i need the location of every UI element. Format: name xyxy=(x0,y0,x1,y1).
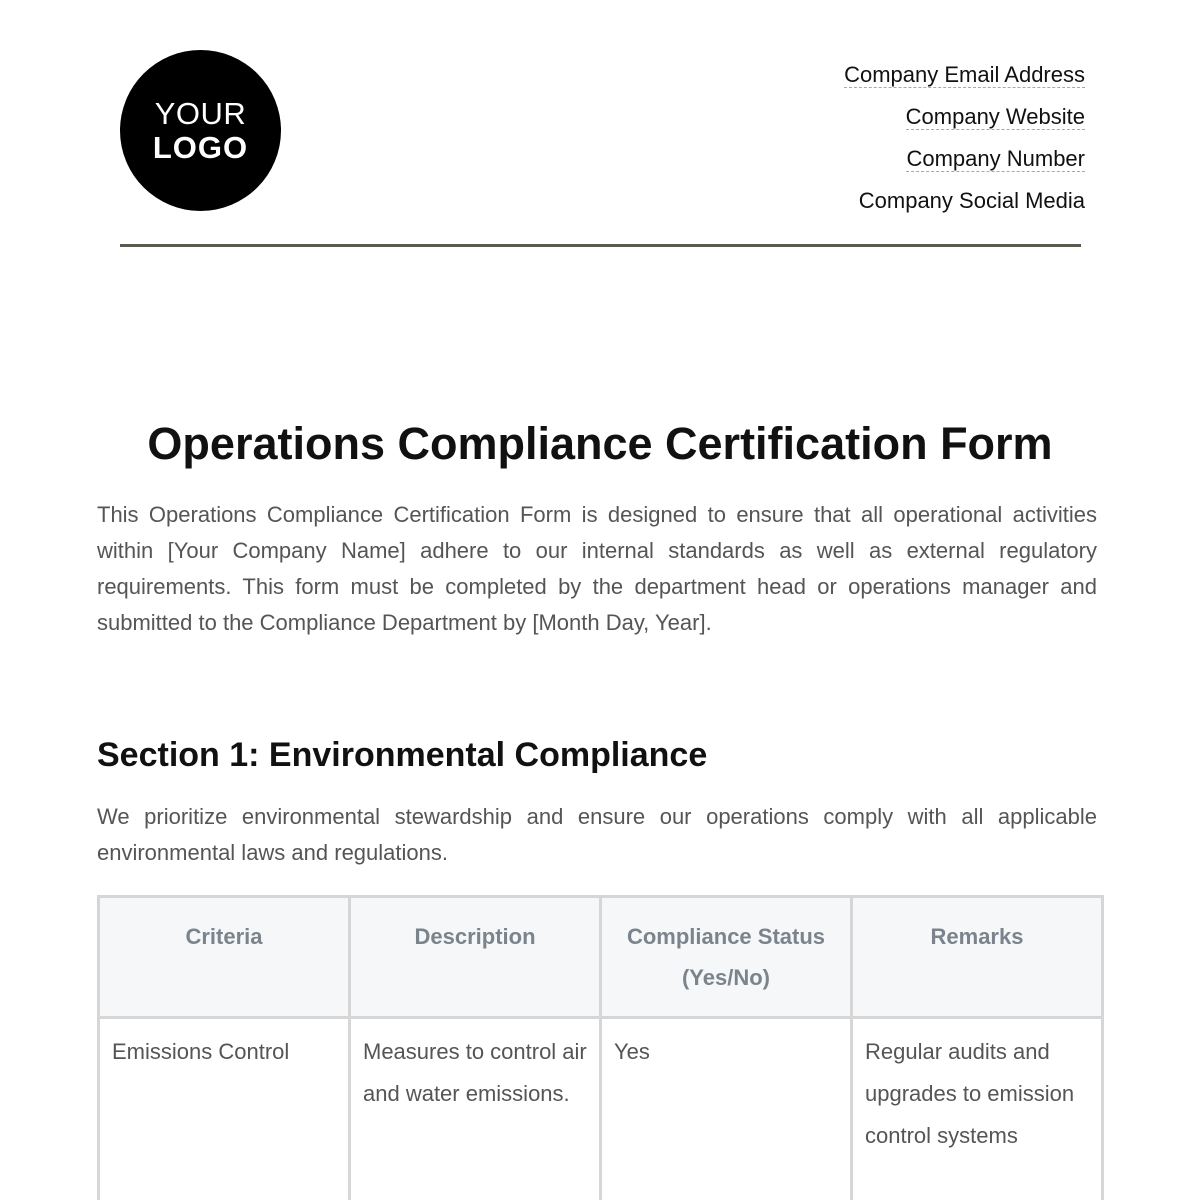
compliance-table xyxy=(97,895,1104,1200)
compliance-table-wrapper xyxy=(97,895,1104,1200)
contact-website-text: Company Website xyxy=(905,104,1085,129)
header-description: Description xyxy=(350,897,601,1018)
table-row xyxy=(99,1018,1103,1200)
header-remarks: Remarks xyxy=(852,897,1103,1018)
contact-social-text: Company Social Media xyxy=(858,188,1085,213)
logo-text-line2: LOGO xyxy=(152,129,249,165)
header-criteria: Criteria xyxy=(99,897,350,1018)
cell-compliance-status: Yes xyxy=(601,1018,852,1200)
logo-text-line1: YOUR xyxy=(154,95,247,131)
company-logo xyxy=(120,50,281,211)
cell-description: Measures to control air and water emissions. xyxy=(350,1018,601,1200)
contact-email-text: Company Email Address xyxy=(844,62,1085,87)
header-divider xyxy=(120,244,1081,247)
document-title: Operations Compliance Certification Form xyxy=(147,418,1053,469)
cell-remarks: Regular audits and upgrades to emission control systems xyxy=(852,1018,1103,1200)
section-1-text: We prioritize environmental stewardship and ensure our operations comply with all applicable environmental laws and regulations. xyxy=(97,804,1097,865)
intro-paragraph: This Operations Compliance Certification Form is designed to ensure that all operational activities within [Your Company Name] adhere to our internal standards as well as external regulatory requirements. This form must be completed by the department head or operations manager and submitted to the Compliance Department by [Month Day, Year]. xyxy=(97,502,1097,635)
contact-website xyxy=(844,96,1085,138)
cell-criteria: Emissions Control xyxy=(99,1018,350,1200)
company-contact-block xyxy=(844,54,1085,222)
contact-email xyxy=(844,54,1085,96)
section-1-title: Section 1: Environmental Compliance xyxy=(97,736,708,774)
contact-number xyxy=(844,138,1085,180)
contact-social xyxy=(844,180,1085,222)
header-compliance-status: Compliance Status (Yes/No) xyxy=(601,897,852,1018)
table-header-row xyxy=(99,897,1103,1018)
contact-number-text: Company Number xyxy=(906,146,1085,171)
